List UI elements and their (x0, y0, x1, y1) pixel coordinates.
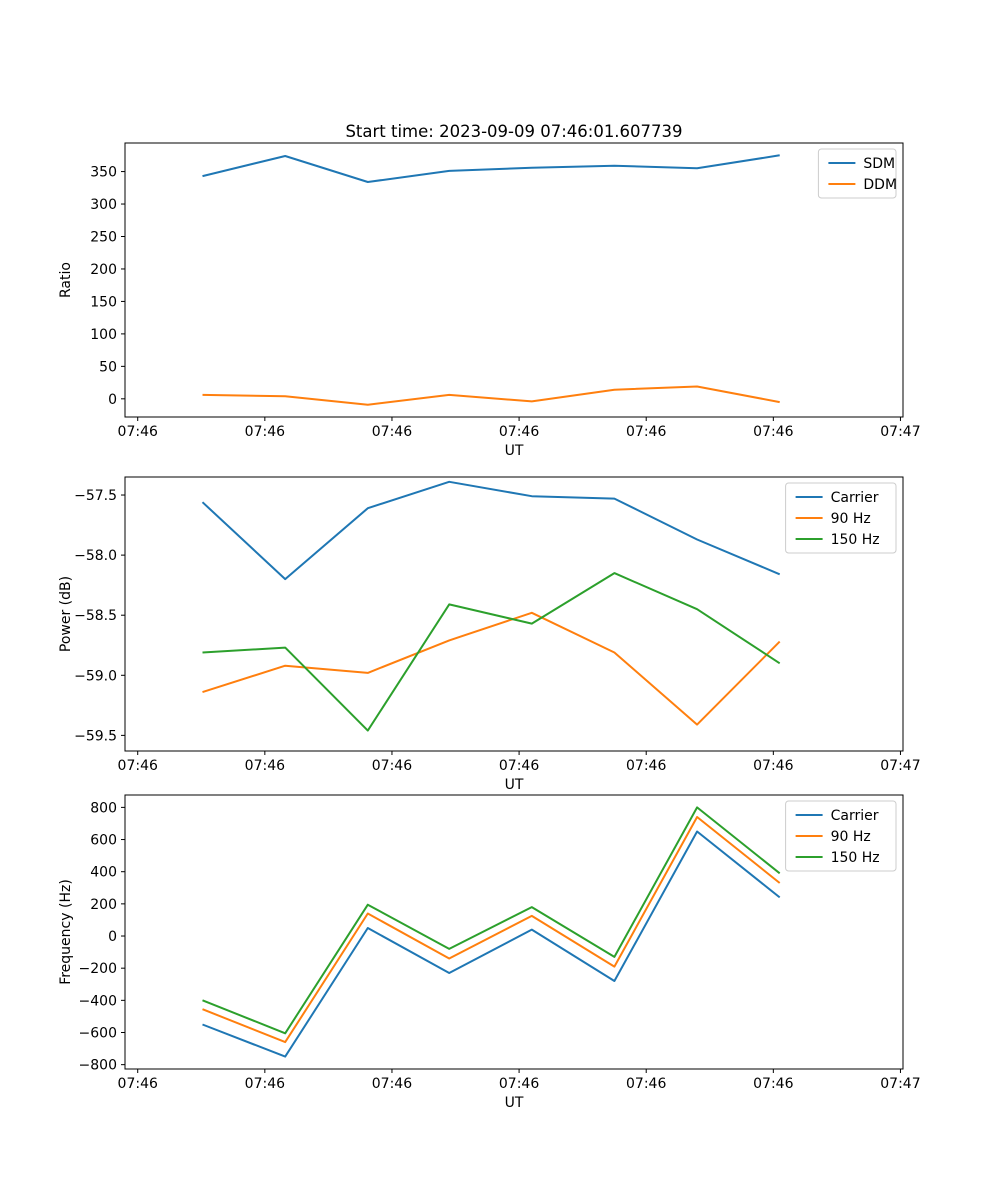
y-tick-label: 600 (90, 832, 117, 849)
line-150-hz (203, 807, 780, 1033)
y-tick-label: 800 (90, 800, 117, 817)
legend-label: SDM (863, 156, 896, 172)
legend-label: 90 Hz (830, 511, 871, 527)
x-tick-label: 07:46 (498, 758, 540, 774)
x-tick-label: 07:46 (371, 758, 413, 774)
y-tick-label: 200 (90, 261, 117, 278)
x-tick-label: 07:46 (244, 1076, 286, 1092)
y-tick-label: 0 (108, 391, 117, 408)
y-axis-label: Power (dB) (58, 575, 74, 653)
y-tick-label: −800 (78, 1057, 117, 1074)
y-tick-label: 400 (90, 864, 117, 881)
x-tick-label: 07:47 (880, 1076, 921, 1092)
line-carrier (203, 832, 780, 1057)
y-tick-label: 150 (90, 294, 117, 311)
x-tick-label: 07:46 (371, 424, 413, 440)
line-sdm (203, 155, 780, 182)
line-150-hz (203, 573, 780, 731)
x-axis-label: UT (504, 777, 524, 793)
legend-label: DDM (863, 177, 898, 193)
x-tick-label: 07:46 (244, 758, 286, 774)
y-tick-label: −200 (78, 961, 117, 978)
x-tick-label: 07:46 (626, 1076, 667, 1092)
y-tick-label: −58.5 (74, 608, 117, 625)
x-tick-label: 07:46 (117, 758, 158, 774)
x-tick-label: 07:47 (880, 758, 921, 774)
line-carrier (203, 482, 780, 579)
y-tick-label: −58.0 (74, 548, 117, 565)
subplot-frequency (58, 795, 921, 1111)
y-tick-label: 50 (99, 359, 117, 376)
y-tick-label: 300 (90, 197, 117, 214)
y-tick-label: −400 (78, 993, 117, 1010)
y-tick-label: 100 (90, 326, 117, 343)
y-tick-label: 350 (90, 164, 117, 181)
x-tick-label: 07:46 (498, 1076, 540, 1092)
legend-label: 150 Hz (830, 850, 880, 866)
x-tick-label: 07:46 (626, 758, 667, 774)
x-tick-label: 07:47 (880, 424, 921, 440)
y-tick-label: −600 (78, 1025, 117, 1042)
legend-label: 150 Hz (830, 532, 880, 548)
axes-frame (125, 143, 903, 417)
legend (818, 149, 897, 198)
x-tick-label: 07:46 (244, 424, 286, 440)
y-tick-label: −57.5 (74, 488, 117, 505)
x-tick-label: 07:46 (498, 424, 540, 440)
legend (786, 483, 896, 553)
line-90-hz (203, 613, 780, 725)
x-axis-label: UT (504, 443, 524, 459)
legend-label: Carrier (830, 490, 879, 506)
legend (786, 801, 896, 871)
x-tick-label: 07:46 (117, 1076, 158, 1092)
x-tick-label: 07:46 (117, 424, 158, 440)
x-tick-label: 07:46 (626, 424, 667, 440)
y-tick-label: 200 (90, 896, 117, 913)
y-tick-label: 0 (108, 929, 117, 946)
line-90-hz (203, 817, 780, 1042)
x-tick-label: 07:46 (753, 1076, 794, 1092)
subplot-ratio (58, 143, 921, 459)
y-axis-label: Ratio (58, 262, 74, 298)
x-tick-label: 07:46 (371, 1076, 413, 1092)
y-axis-label: Frequency (Hz) (58, 879, 74, 985)
y-tick-label: −59.5 (74, 728, 117, 745)
y-tick-label: 250 (90, 229, 117, 246)
line-ddm (203, 387, 780, 405)
subplot-power (58, 477, 921, 793)
x-axis-label: UT (504, 1095, 524, 1111)
x-tick-label: 07:46 (753, 424, 794, 440)
x-tick-label: 07:46 (753, 758, 794, 774)
y-tick-label: −59.0 (74, 668, 117, 685)
figure-title: Start time: 2023-09-09 07:46:01.607739 (345, 122, 683, 141)
legend-label: Carrier (830, 808, 879, 824)
legend-label: 90 Hz (830, 829, 871, 845)
